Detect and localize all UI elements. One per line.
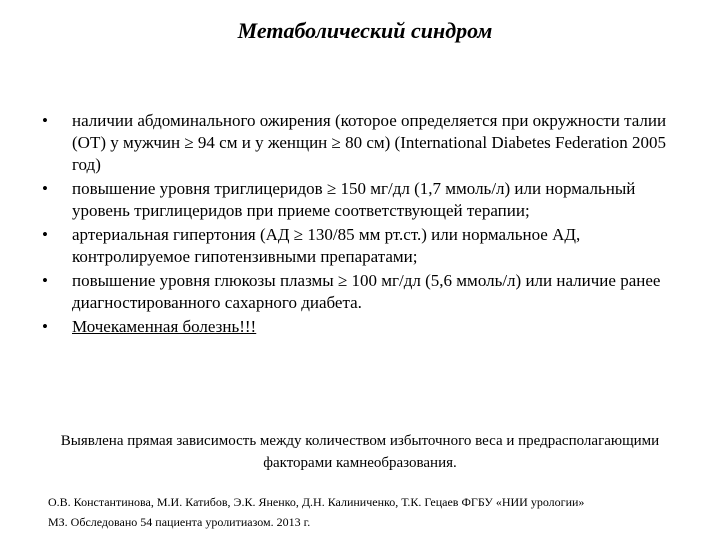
bullet-text: повышение уровня глюкозы плазмы ≥ 100 мг/дл (5,6 ммоль/л) или наличие ранее диагностированного сахарного диабета. xyxy=(72,271,661,312)
criteria-list xyxy=(42,110,692,340)
list-item xyxy=(42,270,692,314)
source-line: О.В. Константинова, М.И. Катибов, Э.К. Яненко, Д.Н. Калиниченко, Т.К. Гецаев ФГБУ «НИИ урологии» xyxy=(48,495,585,509)
bullet-text: Мочекаменная болезнь!!! xyxy=(72,317,257,336)
bullet-icon: • xyxy=(42,317,48,336)
finding-text: Выявлена прямая зависимость между количеством избыточного веса и предрасполагающими факторами камнеобразования. xyxy=(60,433,660,471)
bullet-icon: • xyxy=(42,179,48,198)
bullet-icon: • xyxy=(42,111,48,130)
list-item xyxy=(42,178,692,222)
list-item xyxy=(42,224,692,268)
source-line: МЗ. Обследовано 54 пациента уролитиазом. 2013 г. xyxy=(48,515,311,529)
bullet-icon: • xyxy=(42,225,48,244)
bullet-text: наличии абдоминального ожирения (которое определяется при окружности талии (ОТ) у мужчин ≥ 94 см и у женщин ≥ 80 см) (International Diabetes Federation 2005 год) xyxy=(72,111,667,174)
bullet-text: артериальная гипертония (АД ≥ 130/85 мм рт.ст.) или нормальное АД, контролируемое гипотензивными препаратами; xyxy=(72,225,581,266)
bullet-icon: • xyxy=(42,271,48,290)
list-item xyxy=(42,110,692,176)
bullet-text: повышение уровня триглицеридов ≥ 150 мг/дл (1,7 ммоль/л) или нормальный уровень триглицеридов при приеме соответствующей терапии; xyxy=(72,179,636,220)
slide-title: Метаболический синдром xyxy=(237,18,493,43)
list-item xyxy=(42,316,692,338)
source-citation xyxy=(48,492,700,532)
